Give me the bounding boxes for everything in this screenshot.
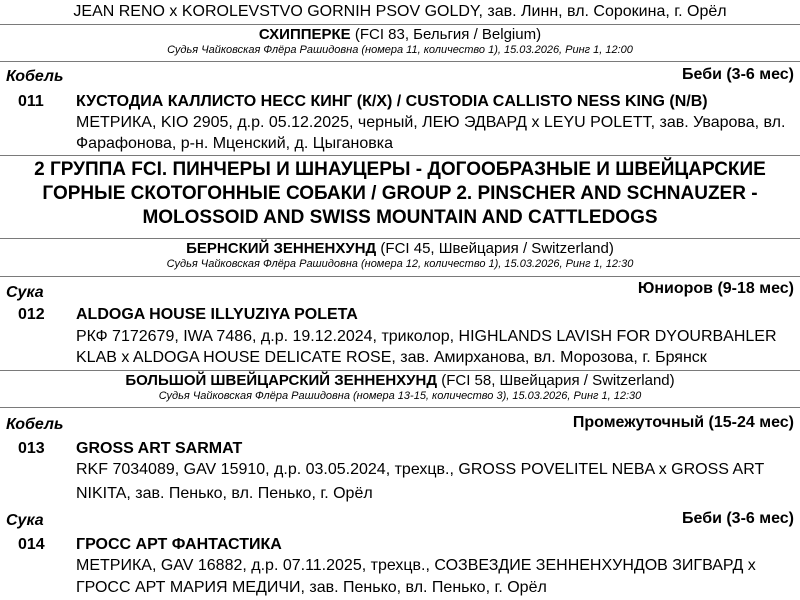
- dog-details-line: ГРОСС АРТ МАРИЯ МЕДИЧИ, зав. Пенько, вл. Пенько, г. Орёл: [76, 579, 547, 596]
- breed-name: БЕРНСКИЙ ЗЕННЕНХУНД: [186, 240, 377, 257]
- breed-header-bernese: [0, 238, 800, 274]
- class-label: Беби (3-6 мес): [682, 66, 794, 83]
- breed-fci: (FCI 83, Бельгия / Belgium): [350, 26, 542, 43]
- section-header: [0, 407, 800, 433]
- dog-details-line: RKF 7034089, GAV 15910, д.р. 03.05.2024, трехцв., GROSS POVELITEL NEBA x GROSS ART: [76, 461, 765, 478]
- dog-details-line: Фарафонова, р-н. Мценский, д. Цыгановка: [76, 135, 393, 152]
- section-header: [0, 276, 800, 302]
- entry-number: 013: [18, 440, 45, 457]
- section-header: [0, 61, 800, 87]
- entry-number: 014: [18, 536, 45, 553]
- entry-number: 011: [18, 93, 44, 110]
- group-title-line: MOLOSSOID AND SWISS MOUNTAIN AND CATTLEDOGS: [142, 207, 658, 228]
- sex-label: Кобель: [6, 68, 64, 85]
- breed-name: БОЛЬШОЙ ШВЕЙЦАРСКИЙ ЗЕННЕНХУНД: [125, 372, 438, 389]
- sex-label: Кобель: [6, 416, 64, 433]
- sex-label: Сука: [6, 512, 44, 529]
- section-header: [0, 506, 800, 532]
- class-label: Юниоров (9-18 мес): [637, 280, 794, 297]
- class-label: Промежуточный (15-24 мес): [572, 414, 794, 431]
- group-header: [0, 155, 800, 239]
- judge-line: Судья Чайковская Флёра Рашидовна (номера 11, количество 1), 15.03.2026, Ринг 1, 12:00: [167, 44, 633, 56]
- judge-line: Судья Чайковская Флёра Рашидовна (номера 13-15, количество 3), 15.03.2026, Ринг 1, 12:30: [158, 390, 642, 402]
- entry-number: 012: [18, 306, 45, 323]
- dog-details-line: РКФ 7172679, IWA 7486, д.р. 19.12.2024, триколор, HIGHLANDS LAVISH FOR DYOURBAHLER: [76, 328, 777, 345]
- breed-name: СХИППЕРКЕ: [258, 26, 351, 43]
- breed-header-schipperke: [0, 24, 800, 60]
- dog-details-line: KLAB x ALDOGA HOUSE DELICATE ROSE, зав. Амирханова, вл. Морозова, г. Брянск: [76, 349, 707, 366]
- dog-details-line: МЕТРИКА, GAV 16882, д.р. 07.11.2025, трехцв., СОЗВЕЗДИЕ ЗЕННЕНХУНДОВ ЗИГВАРД x: [76, 557, 756, 574]
- judge-line: Судья Чайковская Флёра Рашидовна (номера 12, количество 1), 15.03.2026, Ринг 1, 12:30: [166, 258, 634, 270]
- dog-name: КУСТОДИА КАЛЛИСТО НЕСС КИНГ (К/Х) / CUSTODIA CALLISTO NESS KING (N/B): [76, 93, 708, 110]
- class-label: Беби (3-6 мес): [682, 510, 794, 527]
- breed-title: [0, 371, 800, 390]
- breed-fci: (FCI 58, Швейцария / Switzerland): [437, 372, 675, 389]
- dog-details-line: МЕТРИКА, KIO 2905, д.р. 05.12.2025, черный, ЛЕЮ ЭДВАРД x LEYU POLETT, зав. Уварова, вл.: [76, 114, 786, 131]
- breed-title: [0, 239, 800, 258]
- continued-entry-line: JEAN RENO x KOROLEVSTVO GORNIH PSOV GOLDY, зав. Линн, вл. Сорокина, г. Орёл: [73, 3, 727, 20]
- breed-header-greater-swiss: [0, 370, 800, 406]
- group-title-line: ГОРНЫЕ СКОТОГОННЫЕ СОБАКИ / GROUP 2. PINSCHER AND SCHNAUZER -: [42, 183, 758, 204]
- sex-label: Сука: [6, 284, 44, 301]
- dog-name: ALDOGA HOUSE ILLYUZIYA POLETA: [76, 306, 358, 323]
- dog-name: ГРОСС АРТ ФАНТАСТИКА: [76, 536, 282, 553]
- group-title-line: 2 ГРУППА FCI. ПИНЧЕРЫ И ШНАУЦЕРЫ - ДОГООБРАЗНЫЕ И ШВЕЙЦАРСКИЕ: [34, 159, 766, 180]
- dog-name: GROSS ART SARMAT: [76, 440, 243, 457]
- breed-title: [0, 25, 800, 44]
- dog-details-line: NIKITA, зав. Пенько, вл. Пенько, г. Орёл: [76, 485, 373, 502]
- breed-fci: (FCI 45, Швейцария / Switzerland): [376, 240, 614, 257]
